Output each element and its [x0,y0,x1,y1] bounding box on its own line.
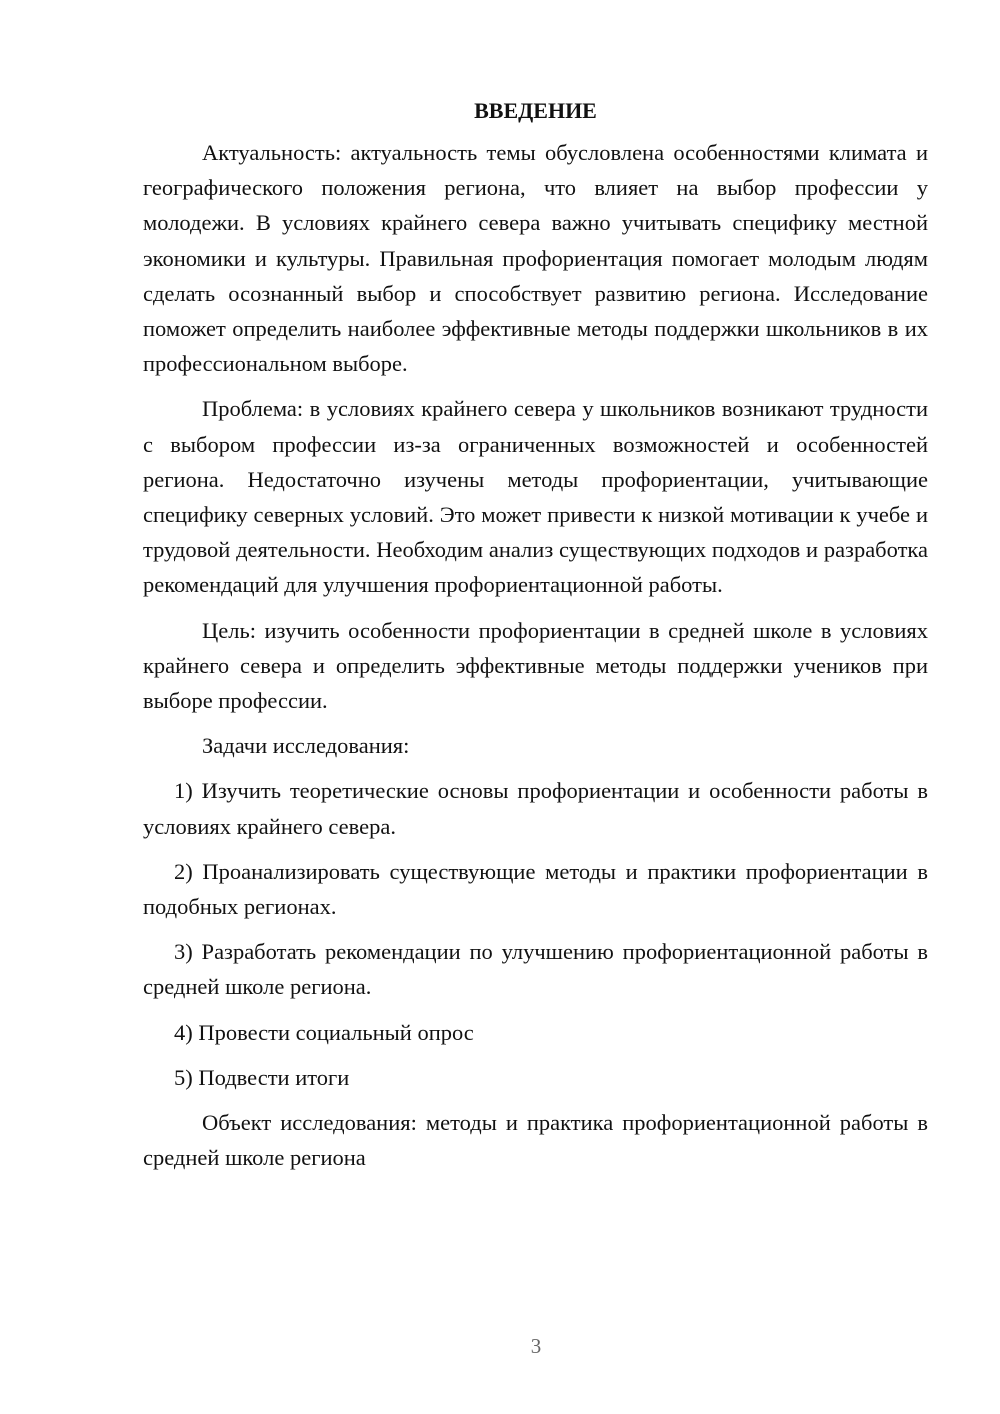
relevance-paragraph: Актуальность: актуальность темы обусловлена особенностями климата и географического положения региона, что влияет на выбор профессии у молодежи. В условиях крайнего севера важно учитывать специфику местной экономики и культуры. Правильная профориентация помогает молодым людям сделать осознанный выбор и способствует развитию региона. Исследование поможет определить наиболее эффективные методы поддержки школьников в их профессиональном выборе. [143,140,928,377]
section-heading: ВВЕДЕНИЕ [474,98,597,123]
task-item: 5) Подвести итоги [174,1064,350,1090]
task-item: 3) Разработать рекомендации по улучшению профориентационной работы в средней школе региона. [143,939,928,1000]
object-paragraph: Объект исследования: методы и практика профориентационной работы в средней школе региона [143,1110,928,1171]
page-number: 3 [530,1334,542,1358]
task-item: 4) Провести социальный опрос [174,1019,474,1045]
task-item: 2) Проанализировать существующие методы и практики профориентации в подобных регионах. [143,858,928,920]
problem-paragraph: Проблема: в условиях крайнего севера у школьников возникают трудности с выбором профессии из-за ограниченных возможностей и особенностей региона. Недостаточно изучены методы профориентации, учитывающие специфику северных условий. Это может привести к низкой мотивации к учебе и трудовой деятельности. Необходим анализ существующих подходов и разработка рекомендаций для улучшения профориентационной работы. [143,396,928,598]
goal-paragraph: Цель: изучить особенности профориентации в средней школе в условиях крайнего севера и определить эффективные методы поддержки учеников при выборе профессии. [143,617,928,714]
document-page [143,96,928,1185]
task-item: 1) Изучить теоретические основы профориентации и особенности работы в условиях крайнего севера. [143,778,928,839]
tasks-heading: Задачи исследования: [202,733,410,759]
